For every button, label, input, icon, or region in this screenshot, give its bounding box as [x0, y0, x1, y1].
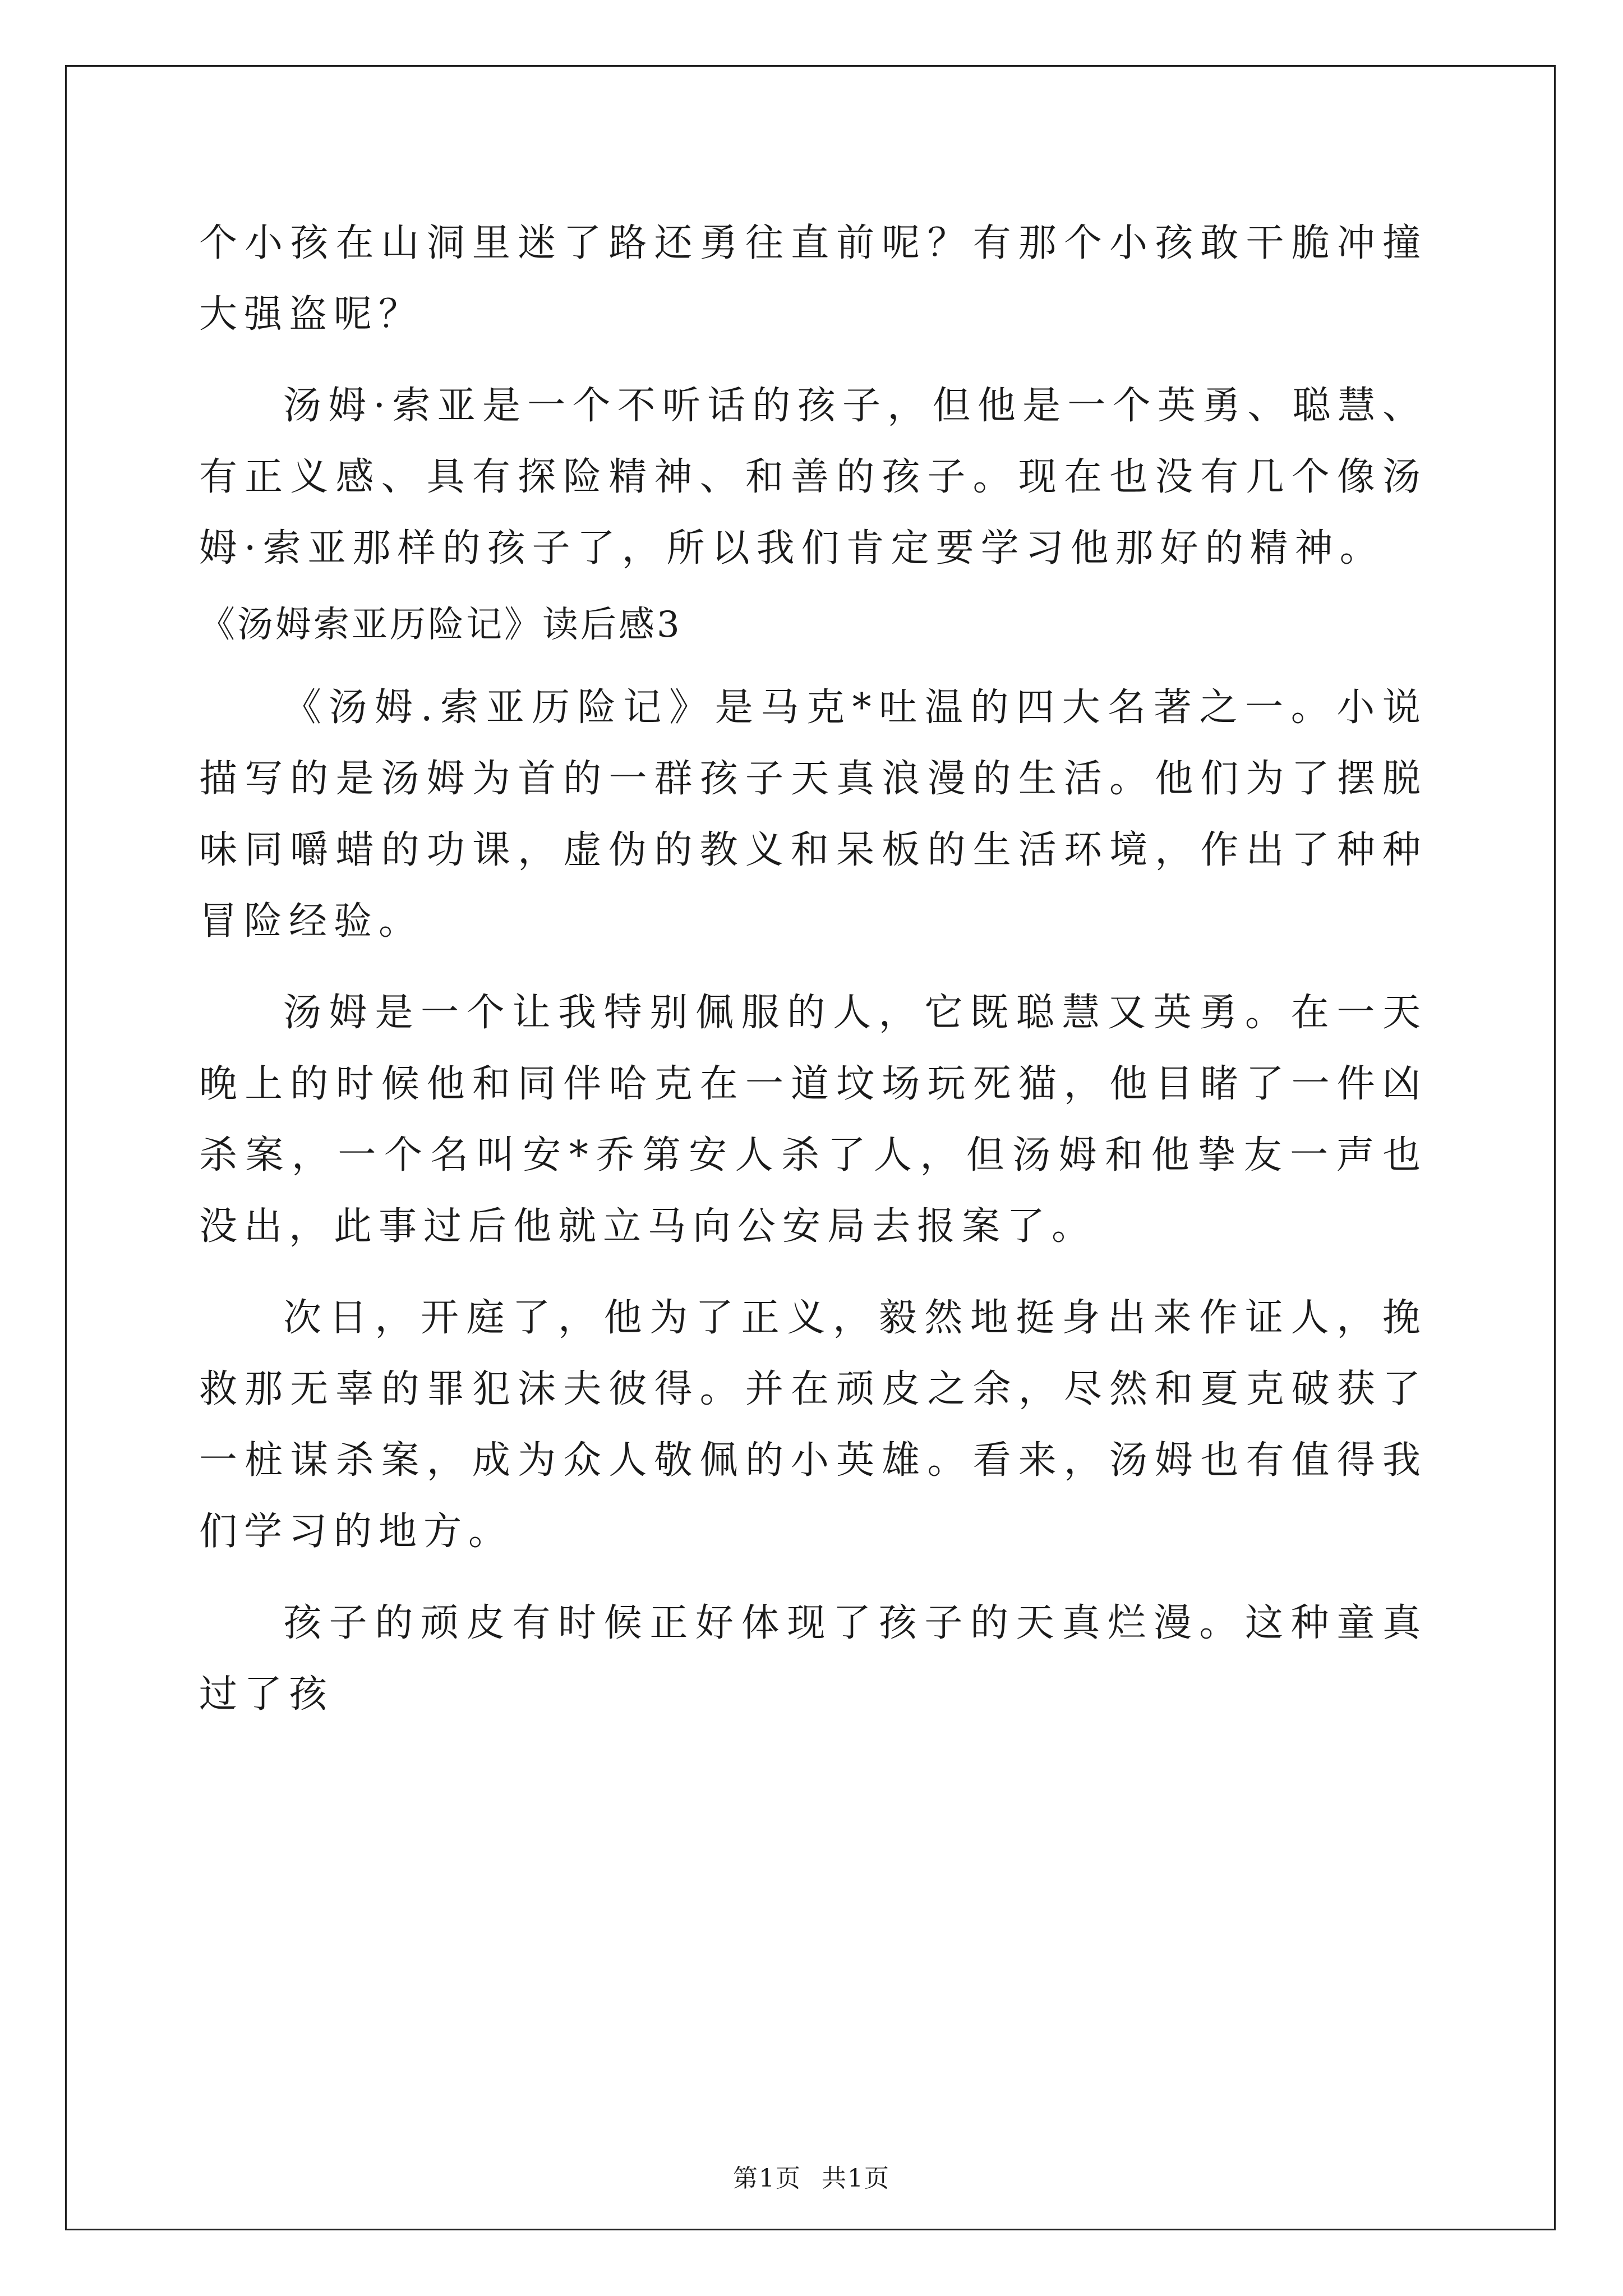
document-body [199, 208, 1427, 1730]
page-footer [0, 2158, 1623, 2194]
paragraph-continued: 个小孩在山洞里迷了路还勇往直前呢？有那个小孩敢干脆冲撞大强盗呢？ [199, 221, 1427, 337]
paragraph: 汤姆是一个让我特别佩服的人，它既聪慧又英勇。在一天晚上的时候他和同伴哈克在一道坟场玩死猫，他目睹了一件凶杀案，一个名叫安*乔第安人杀了人，但汤姆和他挚友一声也没出，此事过后他就立马向公安局去报案了。 [199, 991, 1427, 1249]
paragraph-truncated: 孩子的顽皮有时候正好体现了孩子的天真烂漫。这种童真过了孩 [199, 1601, 1427, 1717]
paragraph: 次日，开庭了，他为了正义，毅然地挺身出来作证人，挽救那无辜的罪犯沫夫彼得。并在顽皮之余，尽然和夏克破获了一桩谋杀案，成为众人敬佩的小英雄。看来，汤姆也有值得我们学习的地方。 [199, 1296, 1427, 1554]
total-pages: 共1页 [822, 2164, 890, 2193]
paragraph: 《汤姆.索亚历险记》是马克*吐温的四大名著之一。小说描写的是汤姆为首的一群孩子天真浪漫的生活。他们为了摆脱味同嚼蜡的功课，虚伪的教义和呆板的生活环境，作出了种种冒险经验。 [199, 685, 1427, 944]
section-heading: 《汤姆索亚历险记》读后感3 [199, 604, 682, 646]
paragraph: 汤姆·索亚是一个不听话的孩子，但他是一个英勇、聪慧、有正义感、具有探险精神、和善的孩子。现在也没有几个像汤姆·索亚那样的孩子了，所以我们肯定要学习他那好的精神。 [199, 384, 1427, 570]
page-number: 第1页 [733, 2164, 801, 2193]
